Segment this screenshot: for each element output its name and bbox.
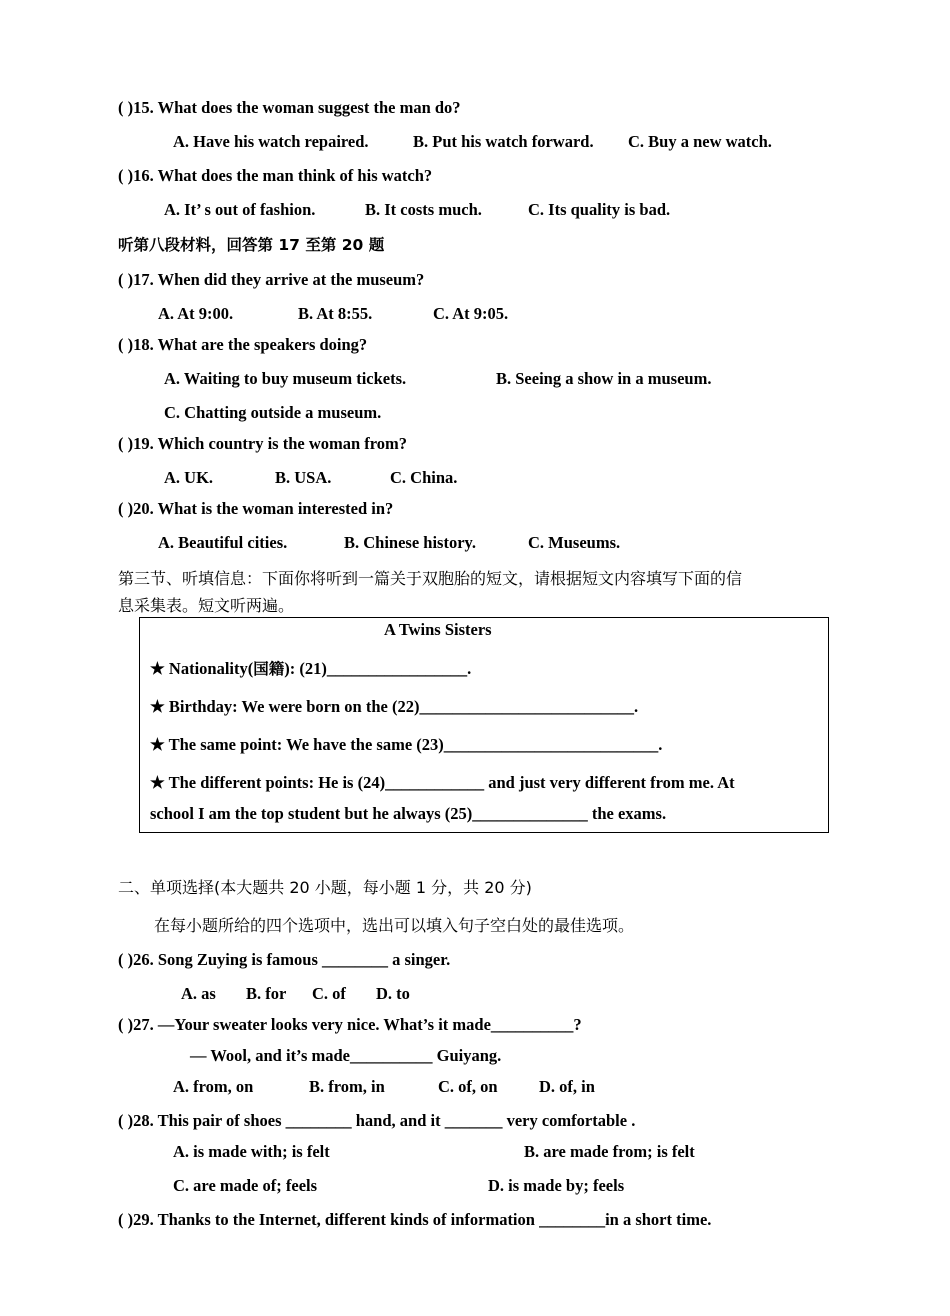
q18-option-a: A. Waiting to buy museum tickets. <box>164 369 407 388</box>
question-27-response: — Wool, and it’s made__________ Guiyang. <box>190 1046 502 1065</box>
birthday-line: ★ Birthday: We were born on the (22)__________________________. <box>150 697 639 716</box>
q19-option-a: A. UK. <box>164 468 214 487</box>
q18-option-b: B. Seeing a show in a museum. <box>496 369 712 388</box>
q19-option-c: C. China. <box>390 468 458 487</box>
q20-option-b: B. Chinese history. <box>344 533 477 552</box>
info-table <box>139 617 829 833</box>
same-point-line: ★ The same point: We have the same (23)__________________________. <box>150 735 663 754</box>
part-2-heading: 二、单项选择(本大题共 20 小题，每小题 1 分，共 20 分) <box>118 878 532 897</box>
nationality-cjk: 国籍 <box>253 660 285 678</box>
q28-option-a: A. is made with; is felt <box>173 1142 330 1161</box>
question-28: ( )28. This pair of shoes ________ hand, and it _______ very comfortable . <box>118 1111 636 1130</box>
q16-option-b: B. It costs much. <box>365 200 482 219</box>
part-2-instruction: 在每小题所给的四个选项中，选出可以填入句子空白处的最佳选项。 <box>154 916 635 935</box>
nationality-pre: ★ Nationality( <box>150 659 254 678</box>
section-3-intro-line1: 第三节、听填信息：下面你将听到一篇关于双胞胎的短文，请根据短文内容填写下面的信 <box>118 569 743 588</box>
question-19: ( )19. Which country is the woman from? <box>118 434 408 453</box>
table-title: A Twins Sisters <box>384 620 492 639</box>
q20-option-a: A. Beautiful cities. <box>158 533 288 552</box>
question-15: ( )15. What does the woman suggest the man do? <box>118 98 461 117</box>
q26-option-c: C. of <box>312 984 346 1003</box>
q16-option-c: C. Its quality is bad. <box>528 200 671 219</box>
question-20: ( )20. What is the woman interested in? <box>118 499 394 518</box>
q27-option-a: A. from, on <box>173 1077 254 1096</box>
nationality-post: ): (21)_________________. <box>284 659 472 678</box>
q15-option-b: B. Put his watch forward. <box>413 132 594 151</box>
different-points-line2: school I am the top student but he always (25)______________ the exams. <box>150 804 667 823</box>
q28-option-b: B. are made from; is felt <box>524 1142 695 1161</box>
different-points-line1: ★ The different points: He is (24)____________ and just very different from me. At <box>150 773 735 792</box>
q15-option-a: A. Have his watch repaired. <box>173 132 369 151</box>
section-3-intro-line2: 息采集表。短文听两遍。 <box>118 596 295 615</box>
q20-option-c: C. Museums. <box>528 533 621 552</box>
q16-option-a: A. It’ s out of fashion. <box>164 200 316 219</box>
q27-option-b: B. from, in <box>309 1077 385 1096</box>
question-17: ( )17. When did they arrive at the museum? <box>118 270 425 289</box>
q18-option-c: C. Chatting outside a museum. <box>164 403 382 422</box>
q17-option-c: C. At 9:05. <box>433 304 509 323</box>
q28-option-d: D. is made by; feels <box>488 1176 625 1195</box>
q15-option-c: C. Buy a new watch. <box>628 132 772 151</box>
q17-option-a: A. At 9:00. <box>158 304 234 323</box>
q27-option-d: D. of, in <box>539 1077 595 1096</box>
q19-option-b: B. USA. <box>275 468 332 487</box>
q27-option-c: C. of, on <box>438 1077 498 1096</box>
nationality-line <box>150 659 471 679</box>
q17-option-b: B. At 8:55. <box>298 304 373 323</box>
question-18: ( )18. What are the speakers doing? <box>118 335 368 354</box>
q28-option-c: C. are made of; feels <box>173 1176 318 1195</box>
section-8-heading: 听第八段材料，回答第 17 至第 20 题 <box>118 236 385 254</box>
question-26: ( )26. Song Zuying is famous ________ a singer. <box>118 950 451 969</box>
question-29: ( )29. Thanks to the Internet, different kinds of information ________in a short time. <box>118 1210 712 1229</box>
q26-option-b: B. for <box>246 984 287 1003</box>
q26-option-a: A. as <box>181 984 216 1003</box>
question-16: ( )16. What does the man think of his watch? <box>118 166 433 185</box>
q26-option-d: D. to <box>376 984 410 1003</box>
question-27: ( )27. —Your sweater looks very nice. What’s it made__________? <box>118 1015 582 1034</box>
